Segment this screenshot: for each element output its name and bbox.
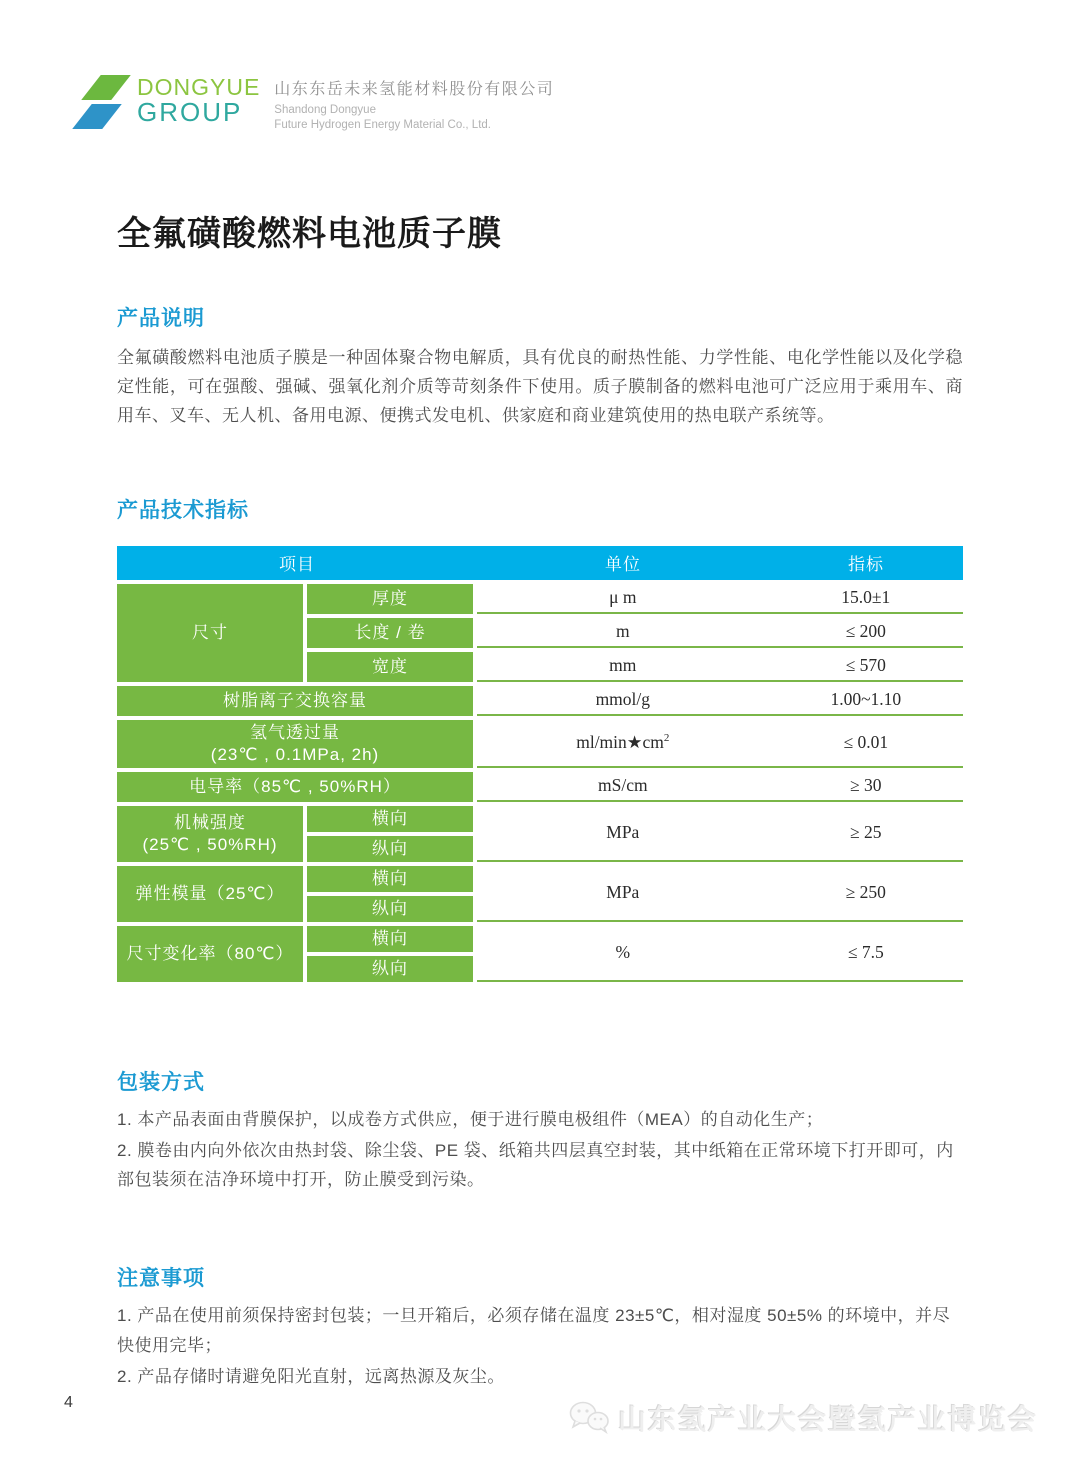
spec-unit: mm [609, 655, 637, 676]
spec-unit: MPa [606, 882, 640, 903]
packaging-item: 2. 膜卷由内向外依次由热封袋、除尘袋、PE 袋、纸箱共四层真空封装，其中纸箱在正常环境下打开即可，内部包装须在洁净环境中打开，防止膜受到污染。 [117, 1140, 954, 1190]
spec-value: ≥ 30 [850, 775, 882, 796]
spec-unit: mS/cm [598, 775, 648, 796]
spec-unit: mmol/g [595, 689, 651, 710]
spec-sub-transverse: 横向 [307, 806, 473, 832]
spec-row-h2-values [477, 720, 963, 768]
spec-label-line2: (25℃ , 50%RH) [142, 834, 278, 854]
spec-unit: $ml/\min★cm^2$ [576, 732, 670, 753]
spec-label-line1: 机械强度 [174, 812, 246, 832]
spec-col-item: 项目 [279, 555, 315, 575]
logo-blue-parallelogram [72, 104, 122, 129]
spec-col-unit: 单位 [605, 555, 641, 575]
company-name-en-line2: Future Hydrogen Energy Material Co., Ltd. [274, 118, 491, 131]
spec-value: 1.00~1.10 [830, 689, 902, 710]
spec-value: 15.0±1 [841, 587, 891, 608]
spec-unit: μ m [609, 587, 637, 608]
spec-table-header-row [117, 546, 963, 580]
spec-group-conductivity: 电导率（85℃ , 50%RH） [117, 772, 473, 802]
spec-unit: MPa [606, 822, 640, 843]
spec-col-index: 指标 [848, 555, 884, 575]
spec-sub-thickness: 厚度 [307, 584, 473, 614]
spec-group-dimensional-change: 尺寸变化率（80℃） [117, 926, 303, 982]
logo-green-parallelogram [81, 75, 131, 100]
spec-group-size: 尺寸 [117, 584, 303, 682]
spec-value: ≥ 25 [850, 822, 882, 843]
packaging-item: 1. 本产品表面由背膜保护，以成卷方式供应，便于进行膜电极组件（MEA）的自动化生产； [117, 1109, 824, 1129]
spec-sub-transverse: 横向 [307, 866, 473, 892]
page-number: 4 [64, 1394, 73, 1411]
spec-unit: % [615, 942, 631, 963]
logo-wordmark [137, 76, 260, 125]
wechat-icon [568, 1400, 610, 1436]
spec-row-thickness-values [477, 584, 963, 614]
spec-group-h2-permeability [117, 720, 473, 768]
section-heading-product-description: 产品说明 [117, 307, 205, 330]
spec-value: ≤ 570 [845, 655, 886, 676]
spec-value: ≤ 7.5 [847, 942, 884, 963]
notes-item: 1. 产品在使用前须保持密封包装；一旦开箱后，必须存储在温度 23±5℃，相对湿度 50±5% 的环境中，并尽快使用完毕； [117, 1306, 951, 1355]
spec-unit-superscript: 2 [663, 732, 670, 745]
spec-value: ≥ 250 [845, 882, 886, 903]
company-name-en-line1: Shandong Dongyue [274, 104, 376, 116]
spec-table [117, 546, 963, 982]
spec-row-conductivity-values [477, 772, 963, 802]
spec-row-iec-values [477, 686, 963, 716]
packaging-list [117, 1105, 963, 1195]
spec-group-mechanical-strength [117, 806, 303, 862]
document-body [0, 136, 1080, 1391]
spec-sub-longitudinal: 纵向 [307, 956, 473, 982]
spec-row-width-values [477, 652, 963, 682]
spec-row-dim-change-values [477, 926, 963, 982]
company-name-en [274, 103, 554, 133]
spec-sub-length: 长度 / 卷 [307, 618, 473, 648]
logo-text-dongyue: DONGYUE [137, 74, 261, 100]
section-heading-notes: 注意事项 [117, 1267, 205, 1291]
spec-group-ion-exchange: 树脂离子交换容量 [117, 686, 473, 716]
product-description-paragraph: 全氟磺酸燃料电池质子膜是一种固体聚合物电解质，具有优良的耐热性能、力学性能、电化学性能以及化学稳定性能，可在强酸、强碱、强氧化剂介质等苛刻条件下使用。质子膜制备的燃料电池可广泛应用于乘用车、商用车、叉车、无人机、备用电源、便携式发电机、供家庭和商业建筑使用的热电联产系统等。 [117, 348, 963, 426]
page-title: 全氟磺酸燃料电池质子膜 [117, 215, 502, 253]
company-name-cn: 山东东岳未来氢能材料股份有限公司 [274, 81, 555, 98]
section-heading-packaging: 包装方式 [117, 1070, 205, 1094]
spec-row-mechanical-values [477, 806, 963, 862]
section-heading-technical-specs: 产品技术指标 [117, 498, 249, 522]
footer-watermark-text: 山东氢产业大会暨氢产业博览会 [617, 1404, 1038, 1435]
spec-row-length-values [477, 618, 963, 648]
spec-sub-transverse: 横向 [307, 926, 473, 952]
spec-sub-longitudinal: 纵向 [307, 896, 473, 922]
spec-value: ≤ 200 [845, 621, 886, 642]
logo-text-group: GROUP [137, 97, 243, 127]
spec-sub-width: 宽度 [307, 652, 473, 682]
company-name-block [274, 76, 554, 133]
spec-label-line2: (23℃ , 0.1MPa, 2h) [210, 744, 380, 764]
spec-label-line1: 氢气透过量 [250, 722, 340, 742]
spec-value: ≤ 0.01 [843, 732, 889, 753]
notes-list [117, 1301, 963, 1391]
spec-sub-longitudinal: 纵向 [307, 836, 473, 862]
spec-group-elastic-modulus: 弹性模量（25℃） [117, 866, 303, 922]
spec-row-elastic-values [477, 866, 963, 922]
notes-item: 2. 产品存储时请避免阳光直射，远离热源及灰尘。 [117, 1366, 505, 1386]
page-header [75, 74, 554, 133]
spec-unit: m [615, 621, 630, 642]
dongyue-logo-icon [75, 74, 137, 132]
footer-watermark [568, 1398, 1038, 1438]
